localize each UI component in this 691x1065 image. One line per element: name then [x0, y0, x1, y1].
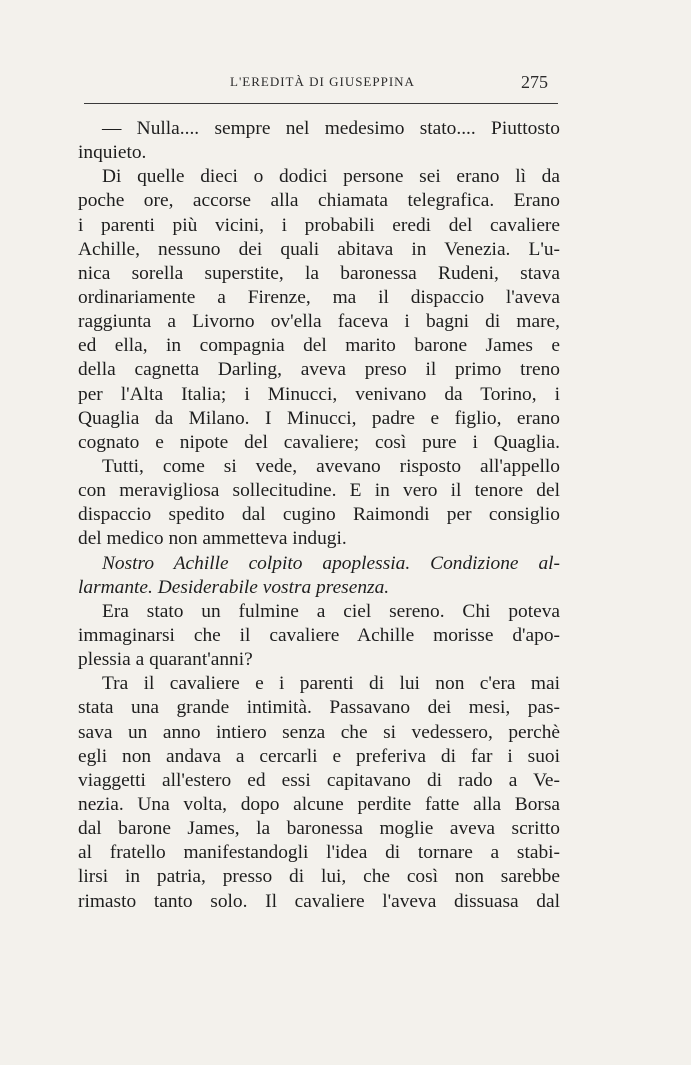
text-line: Tutti, come si vede, avevano risposto all'appello	[102, 455, 560, 477]
text-line: ordinariamente a Firenze, ma il dispaccio l'aveva	[78, 286, 560, 308]
text-line: stata una grande intimità. Passavano dei mesi, pas-	[78, 697, 560, 719]
text-line-italic: larmante. Desiderabile vostra presenza.	[78, 576, 390, 598]
text-line: con meravigliosa sollecitudine. E in vero il tenore del	[78, 480, 560, 502]
text-line: Di quelle dieci o dodici persone sei erano lì da	[102, 166, 560, 188]
header-rule	[84, 103, 558, 104]
text-line: dal barone James, la baronessa moglie aveva scritto	[78, 818, 560, 840]
text-line: rimasto tanto solo. Il cavaliere l'aveva dissuasa dal	[78, 890, 560, 912]
text-line: nezia. Una volta, dopo alcune perdite fatte alla Borsa	[78, 793, 560, 815]
text-line: — Nulla.... sempre nel medesimo stato.... Piuttosto	[102, 118, 560, 139]
text-line: ed ella, in compagnia del marito barone James e	[78, 335, 560, 357]
text-line: viaggetti all'estero ed essi capitavano di rado a Ve-	[78, 769, 560, 791]
page-number: 275	[521, 72, 548, 92]
text-line: i parenti più vicini, i probabili eredi del cavaliere	[78, 214, 560, 236]
text-line: Tra il cavaliere e i parenti di lui non c'era mai	[102, 673, 560, 695]
text-line: per l'Alta Italia; i Minucci, venivano da Torino, i	[78, 383, 560, 405]
text-line: immaginarsi che il cavaliere Achille morisse d'apo-	[78, 624, 560, 646]
text-line: nica sorella superstite, la baronessa Rudeni, stava	[78, 262, 560, 284]
running-title: L'EREDITÀ DI GIUSEPPINA	[230, 74, 415, 89]
text-line: Quaglia da Milano. I Minucci, padre e figlio, erano	[78, 407, 560, 429]
text-line: poche ore, accorse alla chiamata telegrafica. Erano	[78, 190, 560, 212]
text-line: lirsi in patria, presso di lui, che così non sarebbe	[78, 866, 560, 888]
text-line: plessia a quarant'anni?	[78, 649, 253, 671]
text-line: Achille, nessuno dei quali abitava in Venezia. L'u-	[78, 238, 560, 260]
body-text	[78, 117, 560, 914]
text-line: Era stato un fulmine a ciel sereno. Chi poteva	[102, 600, 560, 622]
text-line: egli non andava a cercarli e preferiva di far i suoi	[78, 745, 560, 767]
text-line-italic: Nostro Achille colpito apoplessia. Condizione al-	[102, 552, 560, 574]
text-line: sava un anno intiero senza che si vedessero, perchè	[78, 721, 560, 743]
text-line: cognato e nipote del cavaliere; così pure i Quaglia.	[78, 431, 560, 453]
text-line: al fratello manifestandogli l'idea di tornare a stabi-	[78, 842, 560, 864]
text-line: inquieto.	[78, 142, 147, 164]
text-line: dispaccio spedito dal cugino Raimondi per consiglio	[78, 504, 560, 526]
text-line: della cagnetta Darling, aveva preso il primo treno	[78, 359, 560, 381]
text-line: raggiunta a Livorno ov'ella faceva i bagni di mare,	[78, 311, 560, 333]
text-line: del medico non ammetteva indugi.	[78, 528, 347, 550]
